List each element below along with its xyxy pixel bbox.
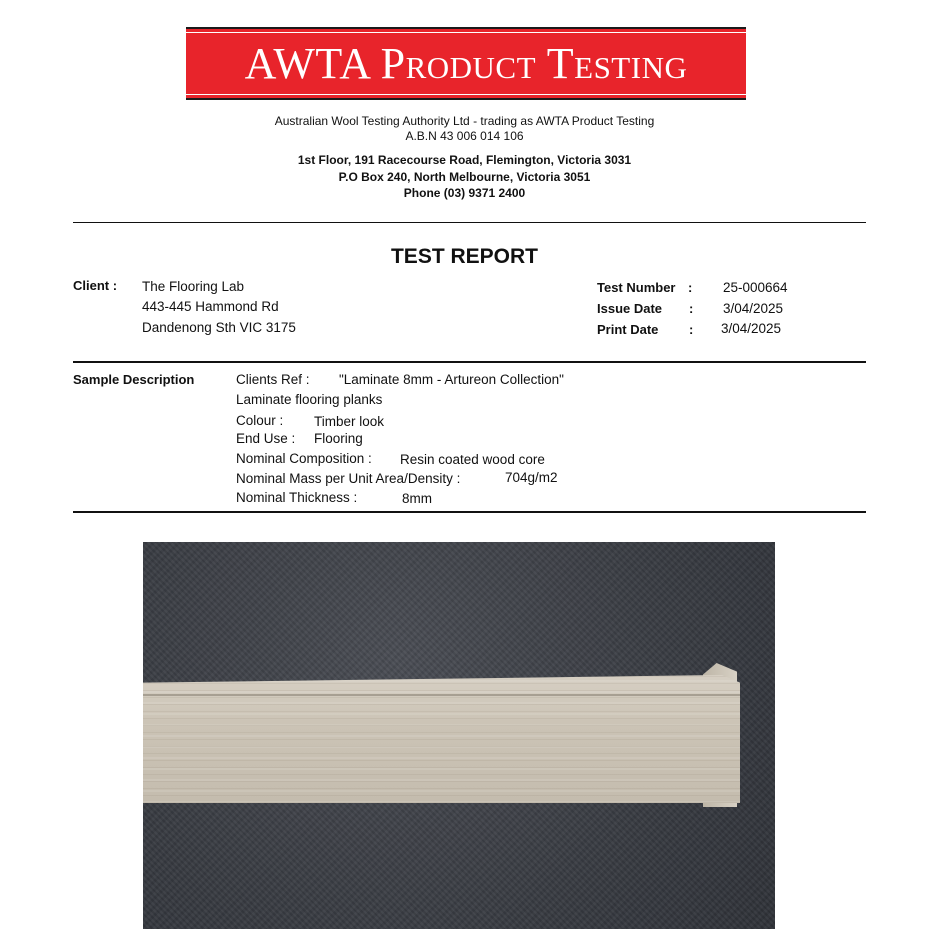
print-date-value: 3/04/2025 (721, 321, 782, 336)
clients-ref-value: "Laminate 8mm - Artureon Collection" (339, 372, 564, 387)
end-use-label: End Use : (236, 431, 296, 446)
issue-date-value: 3/04/2025 (723, 301, 784, 316)
test-number-value: 25-000664 (723, 280, 788, 295)
plank-joint-line (143, 694, 740, 696)
colour-value: Timber look (314, 414, 385, 429)
street-address: 1st Floor, 191 Racecourse Road, Flemington, Victoria 3031 (297, 153, 632, 167)
company-logo (186, 27, 746, 100)
sample-photo (143, 542, 775, 929)
section-divider (73, 361, 866, 363)
colon: : (689, 322, 694, 337)
report-title: TEST REPORT (390, 245, 538, 268)
composition-value: Resin coated wood core (400, 452, 545, 467)
colon: : (688, 280, 693, 295)
thickness-label: Nominal Thickness : (236, 490, 358, 505)
end-use-value: Flooring (314, 431, 363, 446)
postal-address: P.O Box 240, North Melbourne, Victoria 3051 (338, 170, 591, 184)
thickness-value: 8mm (402, 491, 432, 506)
test-number-label: Test Number (597, 280, 676, 295)
mass-value: 704g/m2 (505, 470, 558, 485)
client-address-line2: Dandenong Sth VIC 3175 (142, 320, 296, 335)
issue-date-label: Issue Date (597, 301, 663, 316)
sample-description-label: Sample Description (73, 372, 195, 387)
client-address-line1: 443-445 Hammond Rd (142, 299, 279, 314)
client-name: The Flooring Lab (142, 279, 245, 294)
mass-label: Nominal Mass per Unit Area/Density : (236, 471, 461, 486)
header-divider (73, 222, 866, 223)
section-divider (73, 511, 866, 513)
sample-type: Laminate flooring planks (236, 392, 383, 407)
print-date-label: Print Date (597, 322, 659, 337)
clients-ref-label: Clients Ref : (236, 372, 310, 387)
logo-text: AWTA Product Testing (244, 38, 688, 88)
client-label: Client : (73, 278, 118, 293)
company-name-line: Australian Wool Testing Authority Ltd - trading as AWTA Product Testing (274, 114, 655, 128)
composition-label: Nominal Composition : (236, 451, 372, 466)
phone-line: Phone (03) 9371 2400 (403, 186, 526, 200)
abn-line: A.B.N 43 006 014 106 (405, 129, 524, 143)
colour-label: Colour : (236, 413, 284, 428)
colon: : (689, 301, 694, 316)
